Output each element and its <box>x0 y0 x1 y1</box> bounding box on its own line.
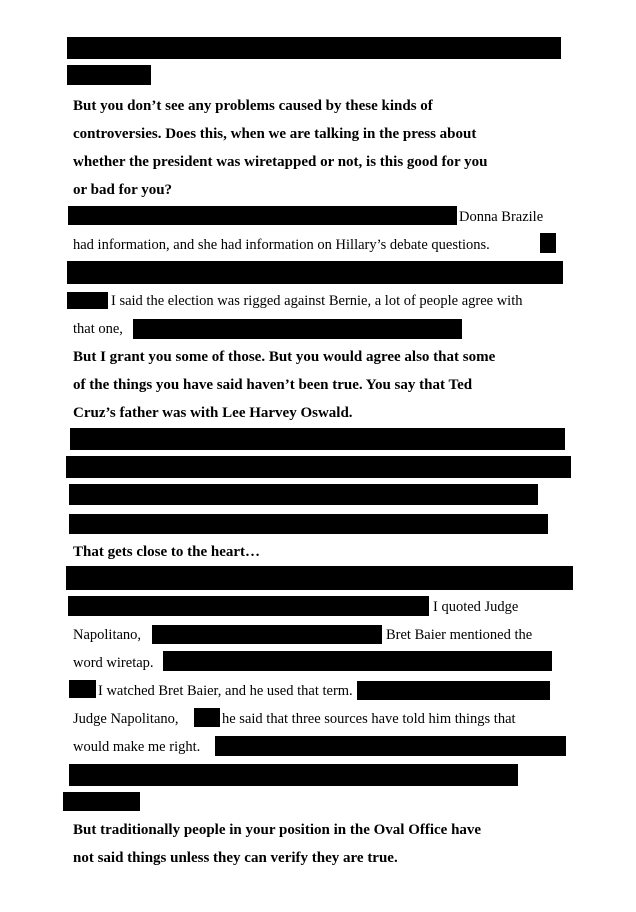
question-line: But you don’t see any problems caused by these kinds of <box>73 98 433 114</box>
redaction-bar <box>69 484 538 505</box>
question-line: Cruz’s father was with Lee Harvey Oswald. <box>73 405 353 421</box>
redaction-bar <box>152 625 382 644</box>
answer-text: he said that three sources have told him things that <box>222 711 516 727</box>
redaction-bar <box>357 681 550 700</box>
redaction-bar <box>69 680 96 698</box>
answer-text: would make me right. <box>73 739 201 755</box>
question-line: of the things you have said haven’t been true. You say that Ted <box>73 377 473 393</box>
redaction-bar <box>67 65 151 85</box>
redaction-bar <box>67 261 563 284</box>
redaction-bar <box>163 651 552 671</box>
redaction-bar <box>67 37 561 59</box>
redaction-bar <box>194 708 220 727</box>
redaction-bar <box>540 233 556 253</box>
answer-text: Napolitano, <box>73 627 142 643</box>
answer-text: had information, and she had information on Hillary’s debate questions. <box>73 237 490 253</box>
redaction-bar <box>67 292 108 309</box>
answer-text: I quoted Judge <box>433 599 519 615</box>
redaction-bar <box>70 428 565 450</box>
answer-text: Donna Brazile <box>459 209 544 225</box>
question-line: or bad for you? <box>73 182 173 198</box>
redaction-bar <box>68 596 429 616</box>
question-line: But traditionally people in your position in the Oval Office have <box>73 822 482 838</box>
redaction-bar <box>69 764 518 786</box>
answer-text: Judge Napolitano, <box>73 711 179 727</box>
redaction-bar <box>66 456 571 478</box>
answer-text: word wiretap. <box>73 655 154 671</box>
redaction-bar <box>66 566 573 590</box>
question-line: whether the president was wiretapped or not, is this good for you <box>73 154 488 170</box>
redaction-bar <box>215 736 566 756</box>
answer-text: Bret Baier mentioned the <box>386 627 533 643</box>
question-line: But I grant you some of those. But you would agree also that some <box>73 349 496 365</box>
question-line: controversies. Does this, when we are talking in the press about <box>73 126 477 142</box>
question-line: not said things unless they can verify they are true. <box>73 850 398 866</box>
redaction-bar <box>63 792 140 811</box>
redaction-bar <box>133 319 462 339</box>
answer-text: I said the election was rigged against Bernie, a lot of people agree with <box>111 293 523 309</box>
redaction-bar <box>69 514 548 534</box>
question-line: That gets close to the heart… <box>73 544 261 560</box>
redaction-bar <box>68 206 457 225</box>
answer-text: that one, <box>73 321 123 337</box>
answer-text: I watched Bret Baier, and he used that term. <box>98 683 353 699</box>
